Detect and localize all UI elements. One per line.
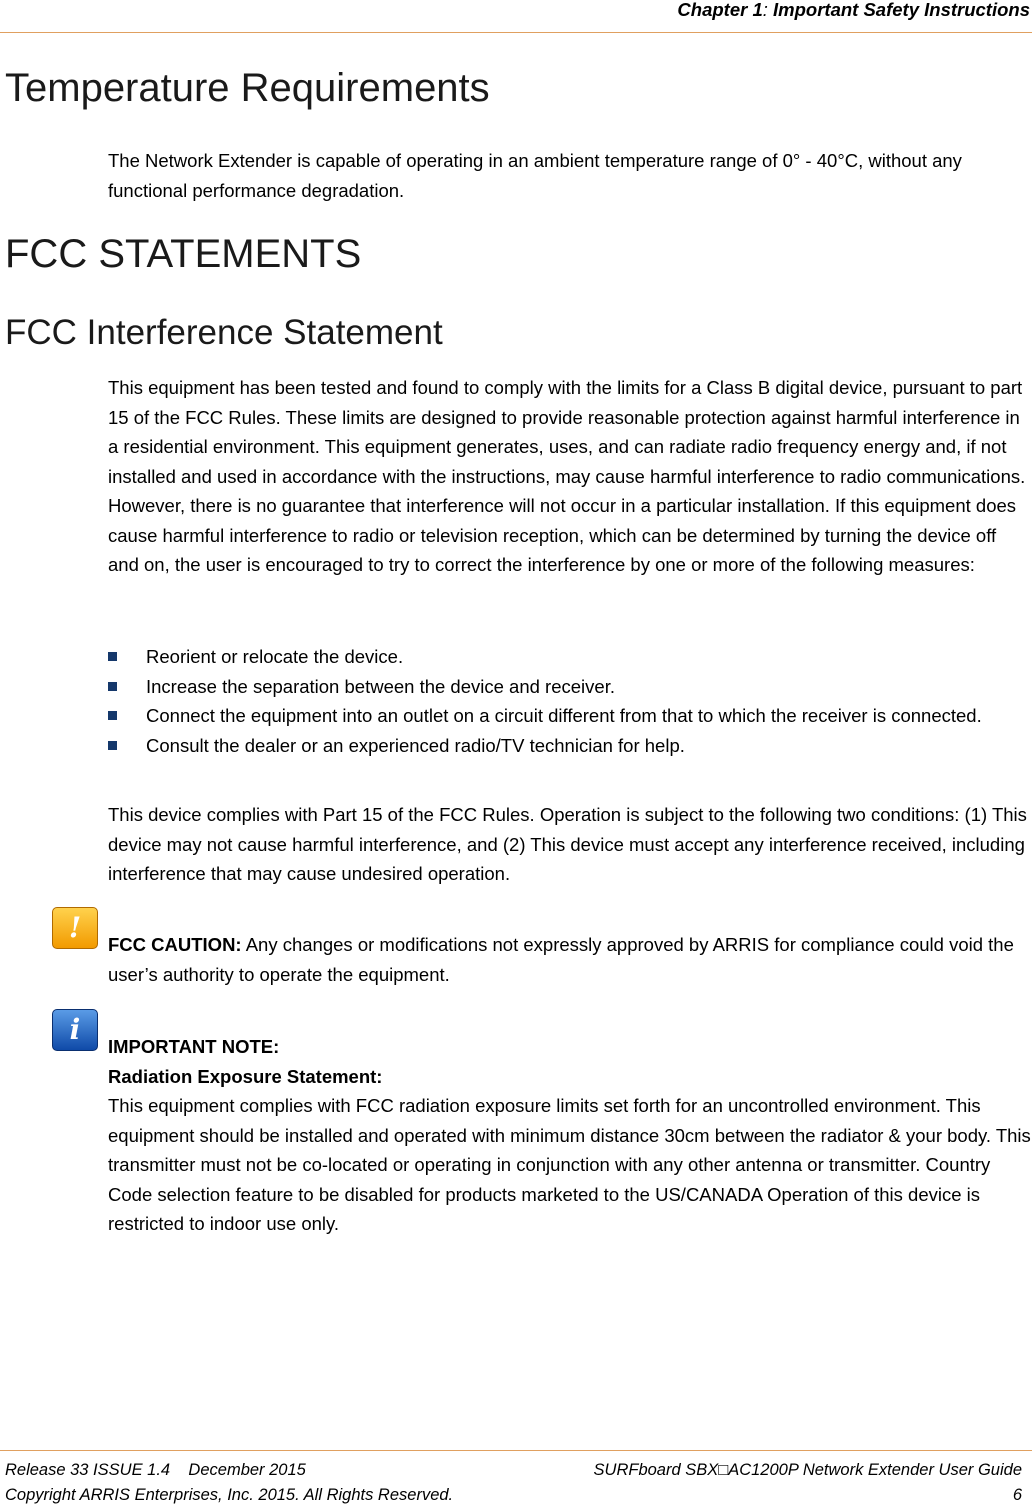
radiation-exposure-label: Radiation Exposure Statement:: [108, 1065, 383, 1087]
chapter-separator: :: [762, 0, 774, 20]
chapter-title: [677, 0, 1030, 21]
list-item: [108, 672, 1032, 702]
footer-guide-title: SURFboard SBX□AC1200P Network Extender User Guide: [593, 1461, 1022, 1479]
fcc-interference-text: This equipment has been tested and found to comply with the limits for a Class B digital device, pursuant to part 15 of the FCC Rules. These limits are designed to provide reasonable protection against harmful interference in a residential environment. This equipment generates, uses, and can radiate radio frequency energy and, if not installed and used in accordance with the instructions, may cause harmful interference to radio communications. However, there is no guarantee that interference will not occur in a particular installation. If this equipment does cause harmful interference to radio or television reception, which can be determined by turning the device off and on, the user is encouraged to try to correct the interference by one or more of the following measures:: [108, 377, 1026, 575]
important-note-label: IMPORTANT NOTE:: [108, 1036, 280, 1057]
footer-release: Release 33 ISSUE 1.4 December 2015: [5, 1461, 306, 1479]
bullet-square-icon: [108, 711, 117, 720]
bullet-square-icon: [108, 682, 117, 691]
list-item-text: Consult the dealer or an experienced radio/TV technician for help.: [146, 734, 685, 756]
page-number: 6: [1012, 1486, 1022, 1504]
list-item-text: Increase the separation between the device and receiver.: [146, 675, 615, 697]
page-footer: [0, 1450, 1032, 1504]
fcc-caution: [108, 930, 1032, 989]
page-header: [0, 0, 1032, 33]
bullet-square-icon: [108, 741, 117, 750]
temperature-heading: Temperature Requirements: [5, 66, 490, 110]
list-item: [108, 642, 1032, 672]
list-item-text: Connect the equipment into an outlet on a circuit different from that to which the receiver is connected.: [146, 705, 982, 726]
fcc-statements-heading: FCC STATEMENTS: [5, 232, 362, 276]
caution-text: Any changes or modifications not expressly approved by ARRIS for compliance could void the user’s authority to operate the equipment.: [108, 934, 1014, 985]
info-icon: i: [52, 1009, 98, 1051]
list-item: [108, 701, 1032, 731]
list-item-text: Reorient or relocate the device.: [146, 646, 404, 667]
bullet-square-icon: [108, 652, 117, 661]
caution-icon: !: [52, 907, 98, 949]
chapter-number: Chapter 1: [677, 0, 763, 20]
fcc-conditions-text: This device complies with Part 15 of the FCC Rules. Operation is subject to the following two conditions: (1) This device may not cause harmful interference, and (2) This device must accept any interference received, including interference that may cause undesired operation.: [108, 804, 1027, 884]
footer-copyright: Copyright ARRIS Enterprises, Inc. 2015. All Rights Reserved.: [5, 1486, 454, 1504]
caution-label: FCC CAUTION:: [108, 934, 242, 955]
list-item: [108, 731, 1032, 761]
chapter-name: Important Safety Instructions: [773, 0, 1030, 20]
temperature-text: The Network Extender is capable of operating in an ambient temperature range of 0° - 40°C, without any functional performance degradation.: [108, 150, 962, 201]
radiation-exposure-text: This equipment complies with FCC radiation exposure limits set forth for an uncontrolled environment. This equipment should be installed and operated with minimum distance 30cm between the radiator & your body. This transmitter must not be co-located or operating in conjunction with any other antenna or transmitter. Country Code selection feature to be disabled for products marketed to the US/CANADA Operation of this device is restricted to indoor use only.: [108, 1095, 1031, 1234]
fcc-interference-heading: FCC Interference Statement: [5, 313, 443, 352]
important-note: [108, 1032, 1032, 1239]
measures-list: [108, 642, 1032, 760]
